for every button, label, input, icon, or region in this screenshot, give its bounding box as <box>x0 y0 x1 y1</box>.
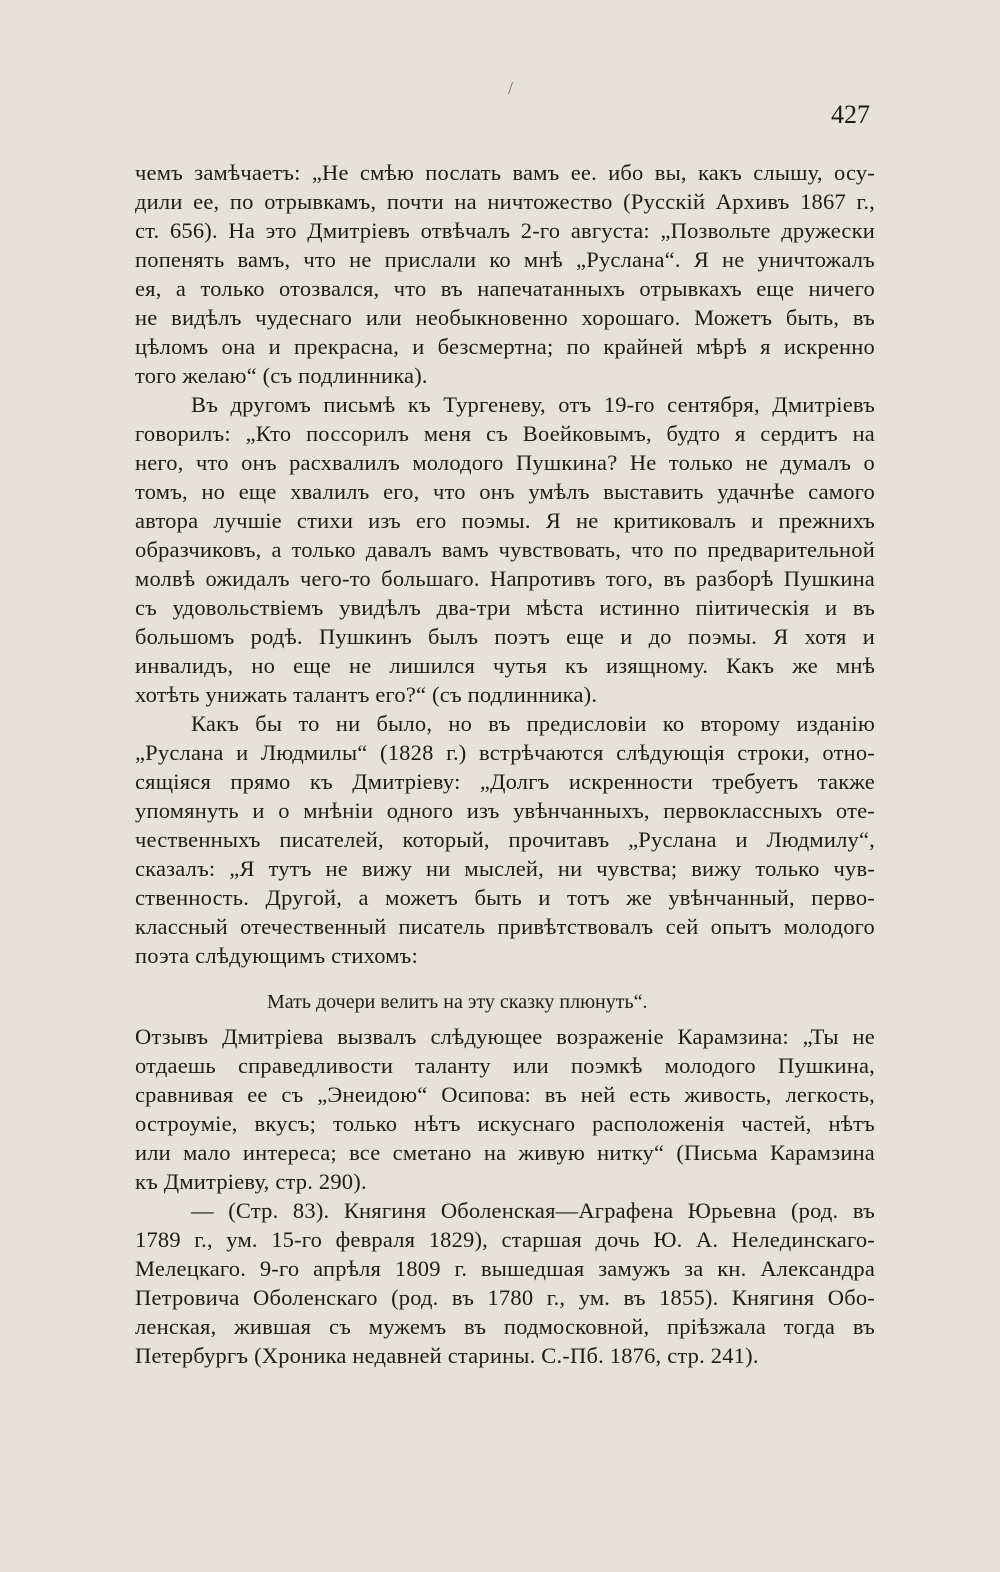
page-number: 427 <box>831 100 870 129</box>
text-line: ст. 656). На это Дмитріевъ отвѣчалъ 2-го августа: „Позвольте дружески <box>135 218 875 243</box>
text-block-notes <box>135 1022 875 1370</box>
text-line: инвалидъ, но еще не лишился чутья къ изящному. Какъ же мнѣ <box>135 653 875 678</box>
text-line: попенять вамъ, что не прислали ко мнѣ „Руслана“. Я не уничтожалъ <box>135 247 875 272</box>
text-line: Какъ бы то ни было, но въ предисловіи ко второму изданію <box>191 711 875 736</box>
text-line: ственность. Другой, а можетъ быть и тотъ же увѣнчанный, перво- <box>135 885 875 910</box>
text-line: упомянуть и о мнѣніи одного изъ увѣнчанныхъ, первоклассныхъ оте- <box>135 798 875 823</box>
text-line: дили ее, по отрывкамъ, почти на ничтожество (Русскій Архивъ 1867 г., <box>135 189 875 214</box>
text-line: Отзывъ Дмитріева вызвалъ слѣдующее возраженіе Карамзина: „Ты не <box>135 1024 875 1049</box>
text-line: — (Стр. 83). Княгиня Оболенская—Аграфена Юрьевна (род. въ <box>191 1198 875 1223</box>
text-line: къ Дмитріеву, стр. 290). <box>135 1169 367 1194</box>
text-line: автора лучшіе стихи изъ его поэмы. Я не критиковалъ и прежнихъ <box>135 508 875 533</box>
text-line: него, что онъ расхвалилъ молодого Пушкина? Не только не думалъ о <box>135 450 875 475</box>
text-line: сравнивая ее съ „Энеидою“ Осипова: въ ней есть живость, легкость, <box>135 1082 875 1107</box>
text-line: ленская, жившая съ мужемъ въ подмосковной, пріѣзжала тогда въ <box>135 1314 875 1339</box>
text-line: не видѣлъ чудеснаго или необыкновенно хорошаго. Можетъ быть, въ <box>135 305 875 330</box>
text-line: Въ другомъ письмѣ къ Тургеневу, отъ 19-го сентября, Дмитріевъ <box>191 392 875 417</box>
text-line: съ удовольствіемъ увидѣлъ два-три мѣста истинно піитическія и въ <box>135 595 875 620</box>
text-line: того желаю“ (съ подлинника). <box>135 363 428 388</box>
text-line: ея, а только отозвался, что въ напечатанныхъ отрывкахъ еще ничего <box>135 276 875 301</box>
text-line: Петербургъ (Хроника недавней старины. С.-Пб. 1876, стр. 241). <box>135 1343 759 1368</box>
text-line: поэта слѣдующимъ стихомъ: <box>135 943 418 968</box>
text-line: отдаешь справедливости таланту или поэмкѣ молодого Пушкина, <box>135 1053 875 1078</box>
text-line: большомъ родѣ. Пушкинъ былъ поэтъ еще и до поэмы. Я хотя и <box>135 624 875 649</box>
verse-quote: Мать дочери велитъ на эту сказку плюнуть“. <box>267 991 648 1013</box>
text-line: чемъ замѣчаетъ: „Не смѣю послать вамъ ее. ибо вы, какъ слышу, осу- <box>135 160 875 185</box>
text-line: образчиковъ, а только давалъ вамъ чувствовать, что по предварительной <box>135 537 875 562</box>
text-line: 1789 г., ум. 15-го февраля 1829), старшая дочь Ю. А. Нелединскаго- <box>135 1227 875 1252</box>
text-line: остроуміе, вкусъ; только нѣтъ искуснаго расположенія частей, нѣтъ <box>135 1111 875 1136</box>
text-line: „Руслана и Людмилы“ (1828 г.) встрѣчаются слѣдующія строки, отно- <box>135 740 875 765</box>
stray-mark: / <box>508 78 514 98</box>
text-line: цѣломъ она и прекрасна, и безсмертна; по крайней мѣрѣ я искренно <box>135 334 875 359</box>
text-line: сказалъ: „Я тутъ не вижу ни мыслей, ни чувства; вижу только чув- <box>135 856 875 881</box>
text-line: молвѣ ожидалъ чего-то большаго. Напротивъ того, въ разборѣ Пушкина <box>135 566 875 591</box>
text-line: Петровича Оболенскаго (род. въ 1780 г., ум. въ 1855). Княгиня Обо- <box>135 1285 875 1310</box>
text-line: томъ, но еще хвалилъ его, что онъ умѣлъ выставить удачнѣе самого <box>135 479 875 504</box>
text-line: чественныхъ писателей, который, прочитавъ „Руслана и Людмилу“, <box>135 827 875 852</box>
text-line: классный отечественный писатель привѣтствовалъ сей опытъ молодого <box>135 914 875 939</box>
text-line: хотѣть унижать талантъ его?“ (съ подлинника). <box>135 682 598 707</box>
text-line: говорилъ: „Кто поссорилъ меня съ Воейковымъ, будто я сердитъ на <box>135 421 875 446</box>
text-line: Мелецкаго. 9-го апрѣля 1809 г. вышедшая замужъ за кн. Александра <box>135 1256 875 1281</box>
text-line: или мало интереса; все сметано на живую нитку“ (Письма Карамзина <box>135 1140 875 1165</box>
text-line: сящіяся прямо къ Дмитріеву: „Долгъ искренности требуетъ также <box>135 769 875 794</box>
text-block-main <box>135 158 875 1016</box>
